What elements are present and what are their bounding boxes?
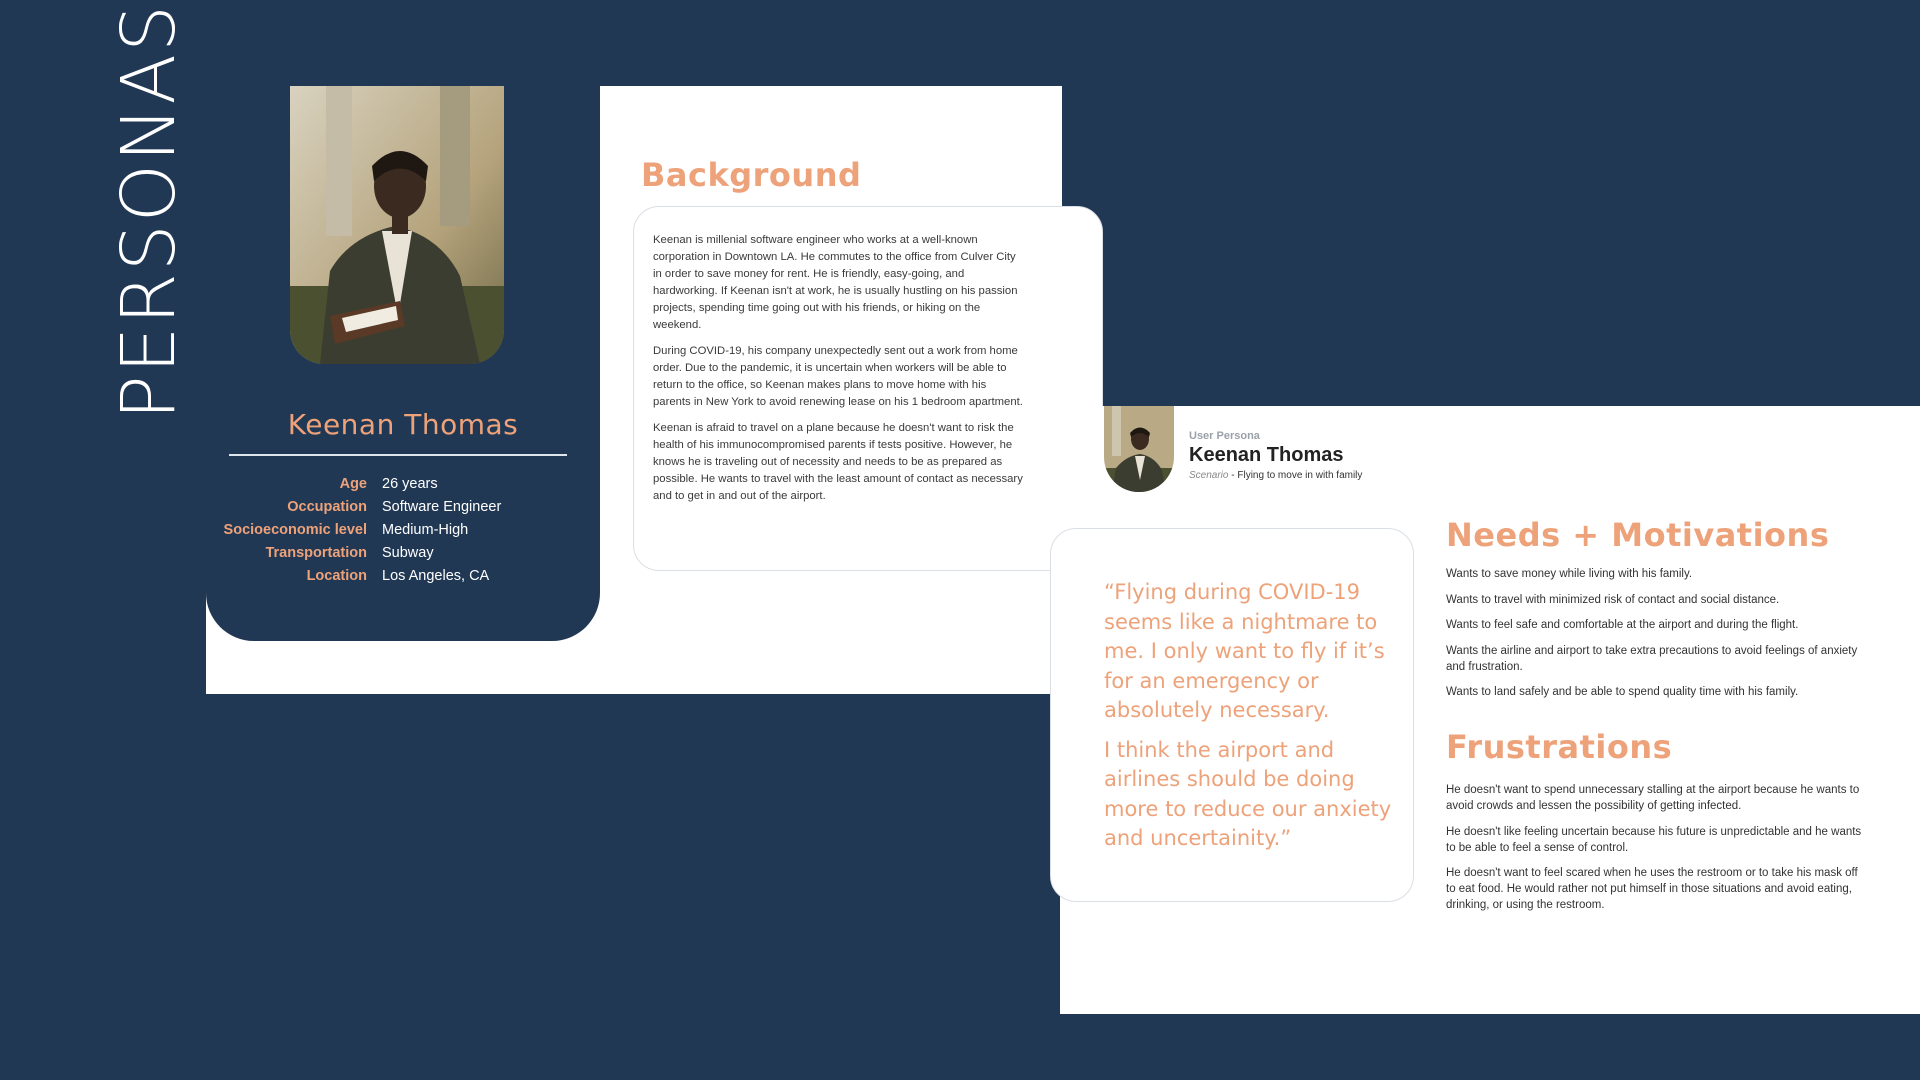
scenario-text: Flying to move in with family xyxy=(1237,470,1363,481)
needs-list xyxy=(1446,566,1866,710)
fact-row-age xyxy=(206,472,600,495)
list-item: Wants to save money while living with his family. xyxy=(1446,568,1693,580)
list-item: He doesn't want to feel scared when he uses the restroom or to take his mask off to eat food. He would rather not put himself in those situations and avoid eating, drinking, or using the restroom. xyxy=(1446,867,1858,911)
persona-type-label: User Persona xyxy=(1189,430,1260,442)
fact-row-location xyxy=(206,564,600,587)
background-paragraph: During COVID-19, his company unexpectedly sent out a work from home order. Due to the pandemic, it is uncertain when workers will be able to return to the office, so Keenan makes plans to move home with his parents in New York to avoid renewing lease on his 1 bedroom apartment. xyxy=(653,345,1023,408)
fact-label: Socioeconomic level xyxy=(223,521,367,538)
fact-row-transportation xyxy=(206,541,600,564)
list-item: Wants the airline and airport to take extra precautions to avoid feelings of anxiety and frustration. xyxy=(1446,644,1858,673)
scenario xyxy=(1189,470,1362,481)
divider xyxy=(229,454,567,456)
fact-value: 26 years xyxy=(382,475,438,492)
list-item: Wants to travel with minimized risk of contact and social distance. xyxy=(1446,593,1780,606)
fact-value: Medium-High xyxy=(382,521,469,538)
list-item: Wants to feel safe and comfortable at the airport and during the flight. xyxy=(1446,619,1799,631)
scenario-label: Scenario xyxy=(1189,470,1229,481)
persona-name: Keenan Thomas xyxy=(287,408,519,441)
page-title: PERSONAS xyxy=(106,3,192,420)
list-item: He doesn't like feeling uncertain because his future is unpredictable and he wants to be able to feel a sense of control. xyxy=(1446,825,1862,854)
quote-paragraph: I think the airport and airlines should be doing more to reduce our anxiety and uncertainity.” xyxy=(1104,737,1392,850)
persona-avatar xyxy=(1104,406,1174,492)
persona-slide-profile xyxy=(206,86,1062,694)
fact-label: Transportation xyxy=(265,544,367,561)
list-item: Wants to land safely and be able to spend quality time with his family. xyxy=(1446,686,1799,698)
fact-value: Subway xyxy=(382,544,434,561)
scenario-separator: - xyxy=(1228,470,1238,481)
profile-card xyxy=(206,86,600,641)
persona-name: Keenan Thomas xyxy=(1189,444,1344,466)
fact-row-occupation xyxy=(206,495,600,518)
background-paragraph: Keenan is afraid to travel on a plane because he doesn't want to risk the health of his immunocompromised parents if tests positive. However, he knows he is traveling out of necessity and needs to be as prepared as possible. He wants to travel with the least amount of contact as necessary and to get in and out of the airport. xyxy=(653,422,1023,502)
needs-heading: Needs + Motivations xyxy=(1446,516,1830,554)
fact-value: Software Engineer xyxy=(382,498,502,515)
fact-row-socioeconomic xyxy=(206,518,600,541)
background-heading: Background xyxy=(641,156,862,194)
quote-paragraph: “Flying during COVID-19 seems like a nightmare to me. I only want to fly if it’s for an emergency or absolutely necessary. xyxy=(1104,580,1385,722)
fact-label: Location xyxy=(306,567,367,584)
fact-label: Occupation xyxy=(287,498,367,515)
persona-facts xyxy=(206,472,600,587)
background-text xyxy=(653,232,1023,514)
persona-photo xyxy=(290,86,504,364)
background-paragraph: Keenan is millenial software engineer who works at a well-known corporation in Downtown LA. He commutes to the office from Culver City in order to save money for rent. He is friendly, easy-going, and hardworking. If Keenan isn't at work, he is usually hustling on his passion projects, spending time going out with his friends, or hiking on the weekend. xyxy=(653,234,1018,331)
persona-slide-details xyxy=(1060,406,1920,1014)
persona-quote xyxy=(1104,578,1394,864)
fact-value: Los Angeles, CA xyxy=(382,567,490,584)
frustrations-heading: Frustrations xyxy=(1446,728,1673,766)
frustrations-list xyxy=(1446,782,1866,923)
list-item: He doesn't want to spend unnecessary stalling at the airport because he wants to avoid crowds and lessen the possibility of getting infected. xyxy=(1446,784,1860,812)
fact-label: Age xyxy=(339,475,367,492)
